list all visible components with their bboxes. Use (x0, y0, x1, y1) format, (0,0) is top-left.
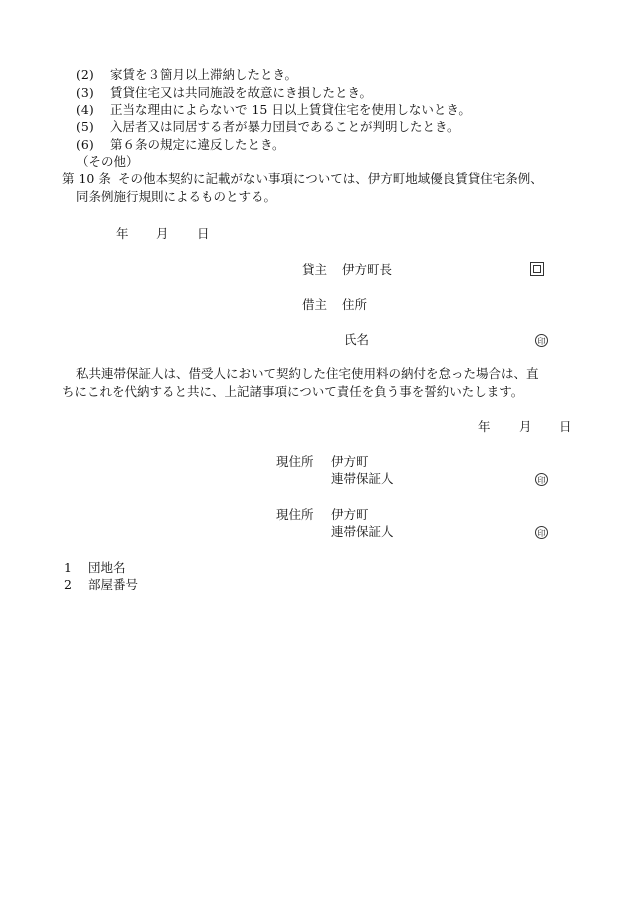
item-4-text: 正当な理由によらないで 15 日以上賃貸住宅を使用しないとき。 (110, 102, 471, 117)
lessor-value: 伊方町長 (342, 262, 393, 277)
date2-month: 月 (519, 419, 532, 434)
date1-day: 日 (197, 226, 210, 241)
article-10-line1: その他本契約に記載がない事項については、伊方町地域優良賃貸住宅条例、 (118, 171, 543, 186)
footer-item-1-number: 1 (64, 560, 72, 575)
lessor-label: 貸主 (302, 262, 328, 277)
item-5-number: (5) (76, 119, 94, 134)
guarantee-line1: 私共連帯保証人は、借受人において契約した住宅使用料の納付を怠った場合は、直 (76, 366, 539, 381)
item-2-number: (2) (76, 67, 94, 82)
guarantor1-address-label: 現住所 (276, 454, 314, 469)
lessee-name-label: 氏名 (344, 332, 370, 347)
item-5-text: 入居者又は同居する者が暴力団員であることが判明したとき。 (110, 119, 460, 134)
article-10-label: 第 10 条 (62, 171, 111, 186)
lessee-address-label: 住所 (342, 297, 368, 312)
date1-year: 年 (116, 226, 129, 241)
date1-month: 月 (156, 226, 169, 241)
guarantee-line2: ちにこれを代納すると共に、上記諸事項について責任を負う事を誓約いたします。 (62, 384, 524, 399)
guarantor1-role: 連帯保証人 (331, 471, 394, 486)
item-4-number: (4) (76, 102, 94, 117)
guarantor2-role: 連帯保証人 (331, 524, 394, 539)
lessee-label: 借主 (302, 297, 328, 312)
guarantor2-address-label: 現住所 (276, 507, 314, 522)
footer-item-2-text: 部屋番号 (88, 577, 139, 592)
guarantor2-address-value: 伊方町 (331, 507, 369, 522)
item-2-text: 家賃を３箇月以上滞納したとき。 (110, 67, 298, 82)
item-3-text: 賃貸住宅又は共同施設を故意にき損したとき。 (110, 85, 373, 100)
item-3-number: (3) (76, 85, 94, 100)
date2-day: 日 (559, 419, 572, 434)
article-10-line2: 同条例施行規則によるものとする。 (76, 189, 277, 204)
item-6-number: (6) (76, 137, 94, 152)
guarantor1-address-value: 伊方町 (331, 454, 369, 469)
seal-icon: 印 (535, 473, 548, 486)
seal-icon: 印 (535, 334, 548, 347)
other-heading: （その他） (76, 154, 139, 169)
footer-item-2-number: 2 (64, 577, 72, 592)
footer-item-1-text: 団地名 (88, 560, 126, 575)
square-seal-icon (530, 262, 544, 276)
date2-year: 年 (478, 419, 491, 434)
item-6-text: 第６条の規定に違反したとき。 (110, 137, 285, 152)
seal-icon: 印 (535, 526, 548, 539)
